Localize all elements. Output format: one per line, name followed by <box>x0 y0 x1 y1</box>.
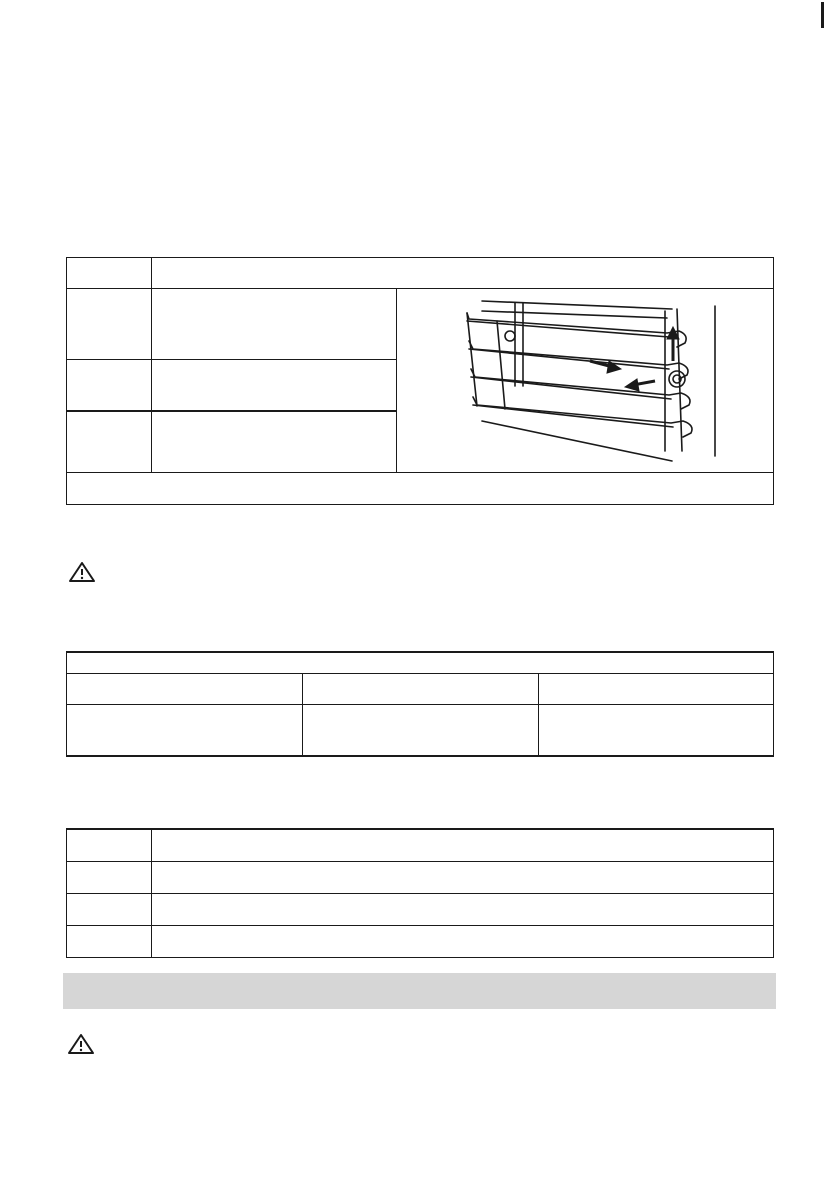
row-text <box>152 289 397 360</box>
table-header-row <box>67 258 774 289</box>
info-table <box>66 651 774 757</box>
shelf-instructions-table <box>66 257 774 505</box>
header-cell <box>303 673 539 704</box>
row-label <box>67 861 152 893</box>
table-cell <box>539 704 774 756</box>
page-number <box>754 2 824 28</box>
table-row <box>67 925 774 957</box>
list-table <box>66 828 774 958</box>
table-footer-row <box>67 473 774 505</box>
row-text <box>152 360 397 411</box>
table-row <box>67 893 774 925</box>
row-label <box>67 829 152 861</box>
warning-triangle-icon <box>68 561 96 583</box>
header-cell <box>67 673 303 704</box>
footer-cell <box>67 473 774 505</box>
header-cell <box>152 258 774 289</box>
table-title-row <box>67 652 774 673</box>
row-text <box>152 861 774 893</box>
row-text <box>152 925 774 957</box>
table-row <box>67 861 774 893</box>
row-label <box>67 360 152 411</box>
row-text <box>152 411 397 473</box>
row-label <box>67 411 152 473</box>
row-label <box>67 925 152 957</box>
table-cell <box>303 704 539 756</box>
row-label <box>67 289 152 360</box>
table-row <box>67 704 774 756</box>
header-cell <box>67 258 152 289</box>
table-cell <box>67 704 303 756</box>
table-row <box>67 289 774 360</box>
row-text <box>152 829 774 861</box>
section-title <box>63 973 776 991</box>
warning-triangle-icon <box>67 1033 95 1055</box>
section-header-bar <box>63 973 776 1009</box>
oven-shelf-illustration <box>397 291 772 471</box>
row-text <box>152 893 774 925</box>
table-title <box>67 652 774 673</box>
illustration-cell <box>397 289 774 473</box>
table-row <box>67 829 774 861</box>
row-label <box>67 893 152 925</box>
header-cell <box>539 673 774 704</box>
table-header-row <box>67 673 774 704</box>
